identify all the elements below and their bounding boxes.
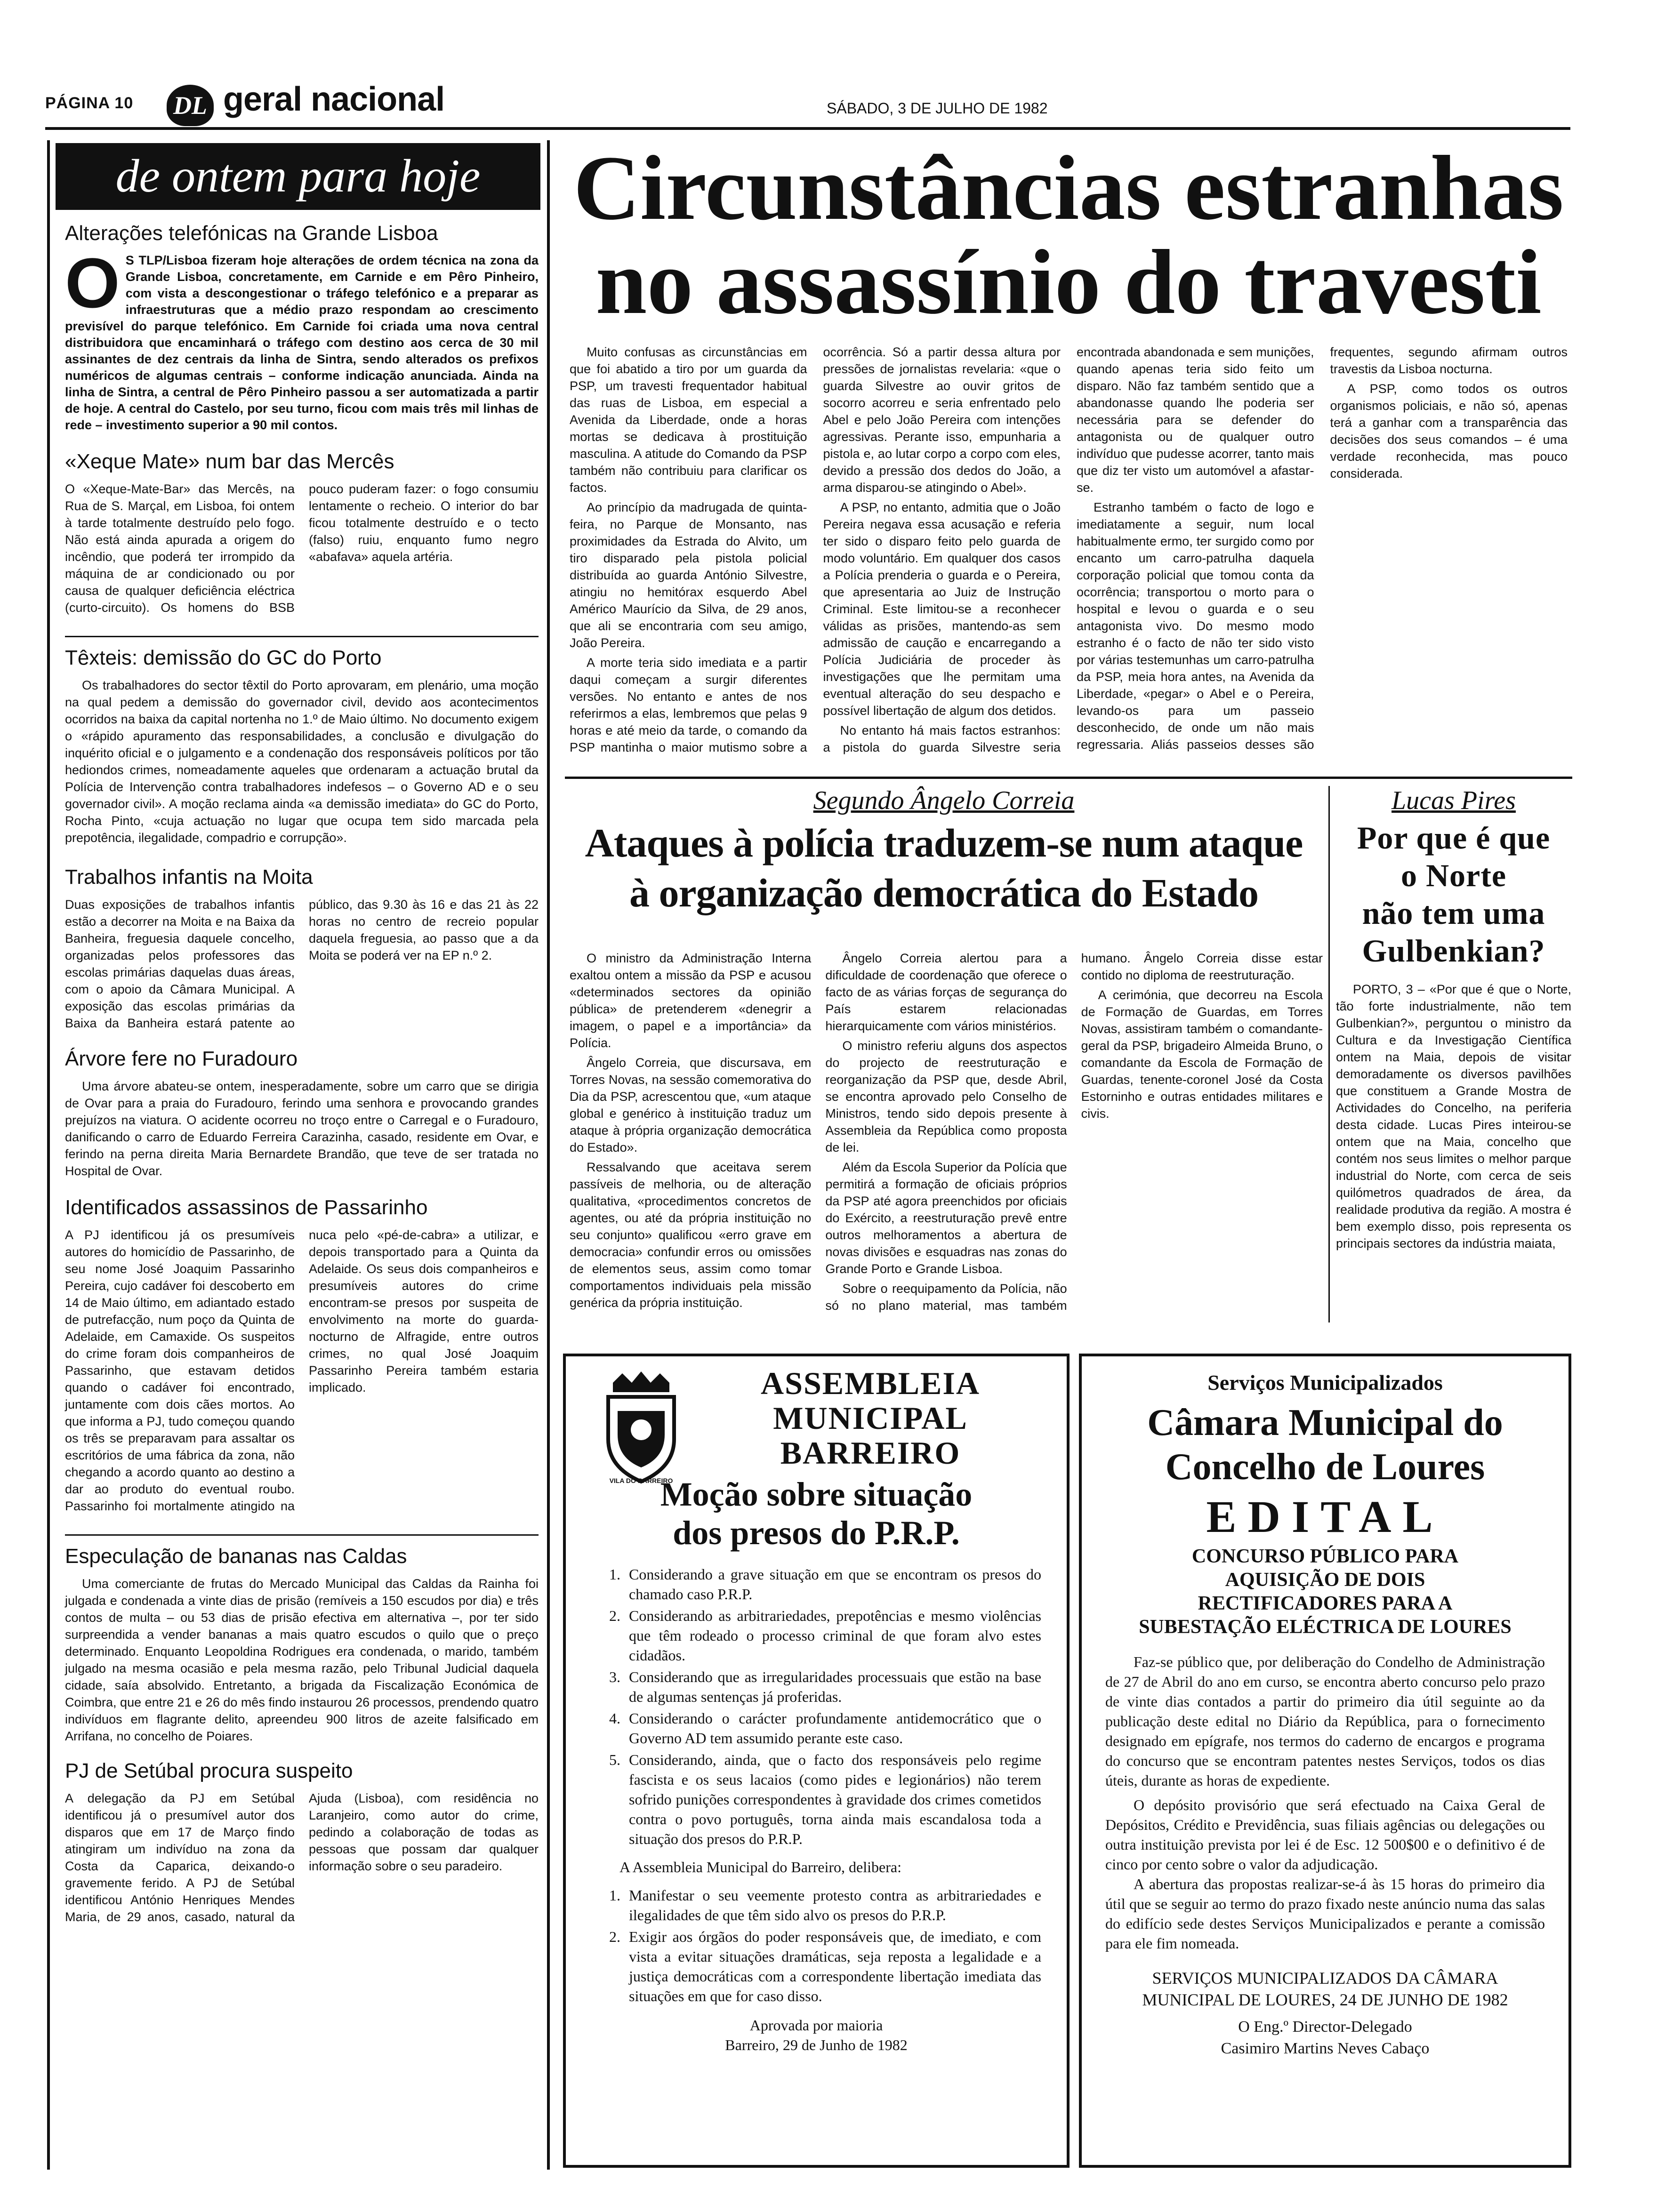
lead-bottom-rule bbox=[565, 777, 1572, 779]
brief-bananas bbox=[65, 1534, 539, 1745]
second-story-head bbox=[565, 783, 1323, 943]
list-item: 1. Manifestar o seu veemente protesto contra as arbitrariedades e ilegalidades de que têm sido alvo os presos do P.R.P. bbox=[624, 1885, 1041, 1925]
resolutions-list bbox=[591, 1885, 1041, 2006]
lead-story-body bbox=[570, 344, 1568, 767]
brief-texteis bbox=[65, 636, 539, 846]
signer-title: O Eng.º Director-Delegado bbox=[1238, 2018, 1412, 2036]
brief-body: Uma árvore abateu-se ontem, inesperadamente, sobre um carro que se dirigia de Ovar para a praia do Furadouro, ferindo uma senhora e provocando grandes prejuízos na viatura. O acidente ocorreu no troço entre o Carregal e o Furadouro, danificando o carro de Eduardo Ferreira Carazinha, casado, residente em Ovar, e ferindo na perna direita Maria Bernardete Brandão, que teve de ser tratada no Hospital de Ovar. bbox=[65, 1079, 539, 1178]
loures-paragraph: Faz-se público que, por deliberação do Condelho de Administração de 27 de Abril do ano em curso, se encontra aberto concurso pelo prazo de vinte dias contados a partir do primeiro dia útil seguinte ao da publicação deste edital no Diário da República, para o fornecimento designado em epígrafe, nos termos do caderno de encargos e programa do concurso que se encontram patentes nestes Serviços, todos os dias úteis, durante as horas de expediente. bbox=[1105, 1653, 1545, 1789]
list-item: 4. Considerando o carácter profundamente antidemocrático que o Governo AD tem assumido perante este caso. bbox=[624, 1708, 1041, 1748]
third-story-body: PORTO, 3 – «Por que é que o Norte, tão forte industrialmente, não tem Gulbenkian?», perguntou o ministro da Cultura e da Investigação Científica ontem na Maia, depois de visitar demoradamente os diversos pavilhões que constituem a Grande Mostra de Actividades do Concelho, na periferia desta cidade. Lucas Pires inteirou-se ontem que na Maia, concelho que contém nos seus limites o melhor parque industrial do Norte, com cerca de seis quilómetros quadrados de área, da realidade produtiva da região. A mostra é bem exemplo disso, pois representa os principais sectores da indústria maiata, bbox=[1336, 982, 1571, 1250]
second-headline-line2: à organização democrática do Estado bbox=[629, 870, 1259, 915]
section-name: geral nacional bbox=[223, 80, 445, 118]
barreiro-resolve: A Assembleia Municipal do Barreiro, delibera: bbox=[619, 1859, 901, 1875]
list-item: 2. Considerando as arbitrariedades, prepotências e mesmo violências que têm rodeado o processo criminal de que foram alvo estes cidadãos. bbox=[624, 1606, 1041, 1665]
barreiro-body bbox=[591, 1564, 1041, 2055]
brief-title: Árvore fere no Furadouro bbox=[65, 1047, 298, 1070]
brief-body: Uma comerciante de frutas do Mercado Municipal das Caldas da Rainha foi julgada e condenada a vinte dias de prisão (remíveis a 150 escudos por dia) e três contos de multa – ou 53 dias de prisão efectiva em alternativa –, por ter sido surpreendida a vender bananas a mais quatro escudos o quilo que o preço determinado. Enquanto Leopoldina Rodrigues era condenada, o marido, também julgado na mesma ocasião e pela mesma razão, pelo Tribunal Judicial daquela cidade, saía absolvido. Entretanto, a brigada da Fiscalização Económica de Coimbra, que entre 21 e 26 do mês findo instaurou 26 processos, prendendo quatro indivíduos em flagrante delito, apreendeu 900 litros de azeite falsificado em Arrifana, no concelho de Poiares. bbox=[65, 1577, 539, 1743]
brief-body: O «Xeque-Mate-Bar» das Mercês, na Rua de S. Marçal, em Lisboa, foi ontem à tarde totalmente destruído pelo fogo. Não está ainda apurada a origem do incêndio, que poderá ter irrompido da máquina de ar condicionado ou por causa de qualquer deficiência eléctrica (curto-circuito). Os homens do BSB pouco puderam fazer: o fogo consumiu lentamente o recheio. O interior do bar ficou totalmente destruído e o tecto (falso) ruiu, enquanto fumo negro «abafava» aquela artéria. bbox=[65, 482, 539, 615]
masthead-rule bbox=[45, 127, 1570, 130]
brief-title: PJ de Setúbal procura suspeito bbox=[65, 1759, 353, 1782]
brief-title: «Xeque Mate» num bar das Mercês bbox=[65, 450, 394, 473]
masthead bbox=[45, 80, 1570, 132]
brief-title: Identificados assassinos de Passarinho bbox=[65, 1196, 428, 1219]
brief-passarinho bbox=[65, 1195, 539, 1518]
ad-barreiro bbox=[563, 1354, 1070, 2168]
list-item: 5. Considerando, ainda, que o facto dos responsáveis pelo regime fascista e os seus lacaios (como pides e legionários) não terem sofrido punições correspondentes à gravidade dos crimes cometidos contra o povo português, torna ainda mais escandalosa toda a situação dos presos do P.R.P. bbox=[624, 1750, 1041, 1849]
brief-body: A PJ identificou já os presumíveis autores do homicídio de Passarinho, de seu nome José Joaquim Passarinho Pereira, cujo cadáver foi descoberto em 14 de Maio último, em adiantado estado de putrefacção, num poço da Quinta de Adelaide, em Camaxide. Os suspeitos do crime foram dois companheiros de Passarinho, que estavam detidos quando o cadáver foi encontrado, juntamente com dois cães mortos. Ao que informa a PJ, tudo começou quando os três se preparavam para assaltar os escritórios de uma fábrica da zona, não chegando a acordo quanto ao destino a dar ao produto do eventual roubo. Passarinho foi mortalmente atingido na nuca pelo «pé-de-cabra» a utilizar, e depois transportado para a Quinta da Adelaide. Os seus dois companheiros e presumíveis autores do crime encontram-se presos por suspeita de envolvimento na morte do guarda-nocturno de Alfragide, entre outros crimes, no qual José Joaquim Passarinho Pereira também estaria implicado. bbox=[65, 1228, 539, 1513]
dl-logo-text: DL bbox=[173, 91, 207, 120]
brief-body: A delegação da PJ em Setúbal identificou já o presumível autor dos disparos que em 17 de Março findo atingiram um indivíduo na zona da Costa da Caparica, deixando-o gravemente ferido. A PJ de Setúbal identificou António Henriques Mendes Maria, de 29 anos, casado, natural da Ajuda (Lisboa), com residência no Laranjeiro, como autor do crime, pedindo a colaboração de todas as pessoas que possam dar qualquer informação sobre o seu paradeiro. bbox=[65, 1791, 539, 1924]
second-story-body bbox=[570, 950, 1323, 1326]
barreiro-place-date: Barreiro, 29 de Junho de 1982 bbox=[725, 2036, 908, 2053]
lead-headline bbox=[565, 137, 1572, 339]
second-kicker: Segundo Ângelo Correia bbox=[813, 786, 1075, 815]
loures-paragraph: O depósito provisório que será efectuado na Caixa Geral de Depósitos, Crédito e Previdência, suas filiais agências ou delegações ou outra instituição prevista por lei é de Esc. 12 500$00 e o definitivo é de cinco por cento sobre o valor da adjudicação. bbox=[1105, 1796, 1545, 1873]
signer-name: Casimiro Martins Neves Cabaço bbox=[1221, 2040, 1430, 2057]
loures-contest: CONCURSO PÚBLICO PARA AQUISIÇÃO DE DOIS RECTIFICADORES PARA A SUBESTAÇÃO ELÉCTRICA DE LOURES bbox=[1139, 1546, 1512, 1638]
third-headline: Por que é que o Norte não tem uma Gulbenkian? bbox=[1357, 820, 1551, 969]
brief-title: Especulação de bananas nas Caldas bbox=[65, 1545, 407, 1568]
barreiro-title: ASSEMBLEIA MUNICIPAL BARREIRO bbox=[761, 1365, 980, 1471]
lead-paragraph: A PSP, como todos os outros organismos policiais, e não só, apenas terá a ganhar com a transparência das decisões dos seus comandos – é uma verdade reconhecida, mas pouco considerada. bbox=[1330, 382, 1568, 481]
lead-paragraph: No entanto há mais factos estranhos: a pistola do guarda Silvestre seria encontrada abandonada e sem munições, quando apenas teria sido feito um disparo. Não faz também sentido que a abandonasse quando lhe poderia ser necessária para se defender do antagonista ou de qualquer outro indivíduo que pudesse acorrer, tanto mais que diz ter visto um automóvel a afastar-se. bbox=[823, 345, 1314, 754]
list-item: 3. Considerando que as irregularidades processuais que estão na base de algumas sentenças já proferidas. bbox=[624, 1667, 1041, 1707]
lead-headline-line1: Circunstâncias estranhas bbox=[573, 137, 1564, 239]
second-headline-line1: Ataques à polícia traduzem-se num ataque bbox=[585, 820, 1303, 866]
loures-title: Câmara Municipal do Concelho de Loures bbox=[1147, 1402, 1503, 1488]
list-item: 2. Exigir aos órgãos do poder responsáveis que, de imediato, e com vista a evitar situações dramáticas, seja reposta a legalidade e a justiça democráticas com a correspondente libertação imediata das situações em que for caso disso. bbox=[624, 1927, 1041, 2006]
sidebar-right-rule bbox=[547, 140, 550, 2170]
brief-telephone bbox=[65, 221, 539, 433]
sidebar-banner bbox=[56, 143, 540, 210]
considerations-list bbox=[591, 1564, 1041, 1849]
lead-paragraph: A PSP, no entanto, admitia que o João Pereira negava essa acusação e referia ter sido o disparo feito pelo guarda de modo voluntário. Em qualquer dos casos a Polícia prenderia o guarda e o Pereira, que apresentaria ao Juiz de Instrução Criminal. Este limitou-se a reconhecer válidas as prisões, mantendo-as sem admissão de caução e encarregando a Polícia Judiciária de proceder às investigações que lhe permitam uma eventual alteração do seu despacho e possível libertação de algum dos detidos. bbox=[823, 500, 1061, 718]
second-paragraph: Ressalvando que aceitava serem passíveis de melhoria, ou de alteração qualitativa, «procedimentos concretos de agentes, ou até da própria instituição no seu conjunto» qualificou «erro grave em democracia» confundir erros ou omissões de elementos seus, assim como tomar comportamentos individuais pela missão genérica da própria instituição. bbox=[570, 1160, 812, 1310]
dl-logo bbox=[167, 85, 214, 126]
loures-footer: SERVIÇOS MUNICIPALIZADOS DA CÂMARA MUNICIPAL DE LOURES, 24 DE JUNHO DE 1982 O Eng.º Director-Delegado Casimiro Martins Neves Cabaço bbox=[1105, 1967, 1545, 2060]
brief-body: O S TLP/Lisboa fizeram hoje alterações de ordem técnica na zona da Grande Lisboa, concretamente, em Carnide e em Pêro Pinheiro, com vista a descongestionar o tráfego telefónico e a preparar as infraestruturas que a médio prazo respondam ao crescimento previsível do parque telefónico. Em Carnide foi criada uma nova central distribuidora que encaminhará o tráfego com destino aos cerca de 30 mil assinantes de dez centrais da linha de Sintra, sendo alterados os prefixos numéricos de algumas centrais – conforme indicação anunciada. Ainda na linha de Sintra, a central de Pêro Pinheiro passou a ser automatizada a partir de hoje. A central do Castelo, por seu turno, ficou com mais três mil linhas de rede – investimento superior a 90 mil contos. bbox=[65, 243, 539, 432]
lead-paragraph: Muito confusas as circunstâncias em que foi abatido a tiro por um guarda da PSP, um travesti frequentador habitual das ruas de Lisboa, em especial a Avenida da Liberdade, onde a horas mortas se dedicava à prostituição masculina. A atitude do Comando da PSP também não contribuiu para clarificar os factos. bbox=[570, 345, 807, 495]
loures-paragraph: A abertura das propostas realizar-se-á às 15 horas do primeiro dia útil que se seguir ao termo do prazo fixado neste anúncio numa das salas do edifício sede destes Serviços Municipalizados e perante a comissão para ele fim nomeada. bbox=[1105, 1875, 1545, 1952]
brief-xeque-mate bbox=[65, 449, 539, 617]
second-paragraph: Sobre o reequipamento da Polícia, não só no plano material, mas também humano. Ângelo Correia disse estar contido no diploma de reestruturação. bbox=[825, 951, 1323, 1313]
second-paragraph: A cerimónia, que decorreu na Escola de Formação de Guardas, em Torres Novas, assistiram também o comandante-geral da PSP, brigadeiro Almeida Bruno, o comandante da Escola de Formação de Guardas, tenente-coronel José da Costa Estorninho e outras entidades militares e civis. bbox=[1081, 988, 1323, 1121]
second-paragraph: O ministro da Administração Interna exaltou ontem a missão da PSP e acusou «determinados sectores da opinião pública» de pretenderem «denegrir a imagem, o papel e a importância» da Polícia. bbox=[570, 951, 812, 1050]
brief-body: Duas exposições de trabalhos infantis estão a decorrer na Moita e na Baixa da Banheira, freguesia daquele concelho, organizadas pelos professores das escolas primárias daquelas duas áreas, com o apoio da Câmara Municipal. A exposição das escolas primárias da Baixa da Banheira estará patente ao público, das 9.30 às 16 e das 21 às 22 horas no centro de recreio popular daquela freguesia, ao passo que a da Moita se poderá ver na EP n.º 2. bbox=[65, 898, 539, 1030]
lead-headline-line2: no assassínio do travesti bbox=[595, 231, 1542, 333]
dropcap: O bbox=[65, 243, 120, 322]
barreiro-crest bbox=[594, 1369, 688, 1491]
brief-moita bbox=[65, 865, 539, 1033]
lead-paragraph: A morte teria sido imediata e a partir daqui começam a surgir diferentes versões. No entanto e antes de nos referirmos a elas, lembremos que pelas 9 horas e até meio da tarde, o comando da PSP mantinha o maior mutismo sobre a ocorrência. Só a partir dessa altura por pressões de jornalistas revelaria: «que o guarda Silvestre ao ouvir gritos de socorro acorreu e seria enfrentado pelo Abel e pelo João Pereira com intenções agressivas. Perante isso, empunharia a pistola e, ao lutar corpo a corpo com eles, devido a pressão dos dedos do João, a arma disparou-se atingindo o Abel». bbox=[570, 345, 1061, 754]
list-item: 1. Considerando a grave situação em que se encontram os presos do chamado caso P.R.P. bbox=[624, 1564, 1041, 1604]
brief-body: Os trabalhadores do sector têxtil do Porto aprovaram, em plenário, uma moção na qual pedem a demissão do governador civil, devido aos acontecimentos ocorridos na baixa da capital nortenha no 1.º de Maio último. No documento exigem o «rápido apuramento das responsabilidades, a conclusão e divulgação do inquérito oficial e o julgamento e a condenação dos responsáveis políticos por tão hediondos crimes, nomeadamente aqueles que ordenaram a actuação brutal da Polícia de Intervenção contra trabalhadores indefesos – o Governo AD e o seu governador civil». A moção reclama ainda «a demissão imediata» do GC do Porto, Rocha Pinto, «cuja actuação no lugar que ocupa tem sido marcada pela prepotência, ilegalidade, compadrio e corrupção». bbox=[65, 678, 539, 845]
crest-icon bbox=[594, 1369, 688, 1491]
page-label: PÁGINA 10 bbox=[45, 94, 134, 112]
third-kicker: Lucas Pires bbox=[1392, 786, 1516, 815]
lead-paragraph: Ao princípio da madrugada de quinta-feira, no Parque de Monsanto, nas proximidades da Estrada do Alvito, um tiro disparado pela pistola policial distribuída ao guarda António Silvestre, atingiu no hemitórax esquerdo Abel Américo Maurício da Silva, de 29 anos, que ali se encontraria com seu amigo, João Pereira. bbox=[570, 500, 807, 650]
second-paragraph: Ângelo Correia alertou para a dificuldade de coordenação que oferece o facto de as várias forças de segurança do País estarem relacionadas hierarquicamente com vários ministérios. bbox=[825, 951, 1067, 1033]
loures-edital: EDITAL bbox=[1206, 1491, 1444, 1542]
loures-body bbox=[1105, 1652, 1545, 1953]
brief-title: Alterações telefónicas na Grande Lisboa bbox=[65, 222, 438, 245]
sidebar-left-rule bbox=[47, 140, 50, 2170]
barreiro-subtitle: Moção sobre situação dos presos do P.R.P. bbox=[660, 1475, 973, 1552]
second-paragraph: O ministro referiu alguns dos aspectos do projecto de reestruturação e reorganização da PSP que, desde Abril, se encontra aprovado pelo Conselho de Ministros, tendo sido depois presente à Assembleia da República como proposta de lei. bbox=[825, 1039, 1067, 1154]
brief-title: Trabalhos infantis na Moita bbox=[65, 866, 313, 889]
sidebar-banner-text: de ontem para hoje bbox=[115, 150, 481, 202]
issue-date: SÁBADO, 3 DE JULHO DE 1982 bbox=[827, 100, 1048, 117]
barreiro-approved: Aprovada por maioria bbox=[749, 2017, 883, 2034]
brief-title: Têxteis: demissão do GC do Porto bbox=[65, 646, 382, 669]
third-story-rule bbox=[1328, 786, 1330, 1322]
second-paragraph: Ângelo Correia, que discursava, em Torres Novas, na sessão comemorativa do Dia da PSP, acrescentou que, «um ataque global e genérico à instituição traduz um ataque à própria organização democrática do Estado». bbox=[570, 1056, 812, 1154]
brief-furadouro bbox=[65, 1047, 539, 1179]
ad-loures bbox=[1079, 1354, 1571, 2168]
sidebar-column bbox=[65, 221, 539, 2170]
crest-label: VILA DO BARREIRO bbox=[609, 1477, 673, 1484]
brief-setubal bbox=[65, 1759, 539, 1926]
third-story bbox=[1336, 783, 1571, 1329]
second-paragraph: Além da Escola Superior da Polícia que permitirá a formação de oficiais próprios da PSP até agora preenchidos por oficiais do Exército, a reestruturação prevê entre outros melhoramentos a abertura de novas divisões e esquadras nas zonas do Grande Porto e Grande Lisboa. bbox=[825, 1160, 1067, 1276]
lead-paragraph: Estranho também o facto de logo e imediatamente a seguir, num local habitualmente ermo, ter surgido como por encanto um carro-patrulha daquela corporação policial que tomou conta da ocorrência; transportou o morto para o hospital e levou o guarda e o seu antagonista vivo. Do mesmo modo estranho é o facto de não ter sido visto por várias testemunhas um carro-patrulha da PSP, meia hora antes, na Avenida da Liberdade, «pegar» o Abel e o Pereira, levando-os para um passeio desconhecido, de onde um não mais regressaria. Aliás passeios desses são frequentes, segundo afirmam outros travestis da Lisboa nocturna. bbox=[1077, 345, 1568, 752]
loures-kicker: Serviços Municipalizados bbox=[1207, 1370, 1443, 1395]
